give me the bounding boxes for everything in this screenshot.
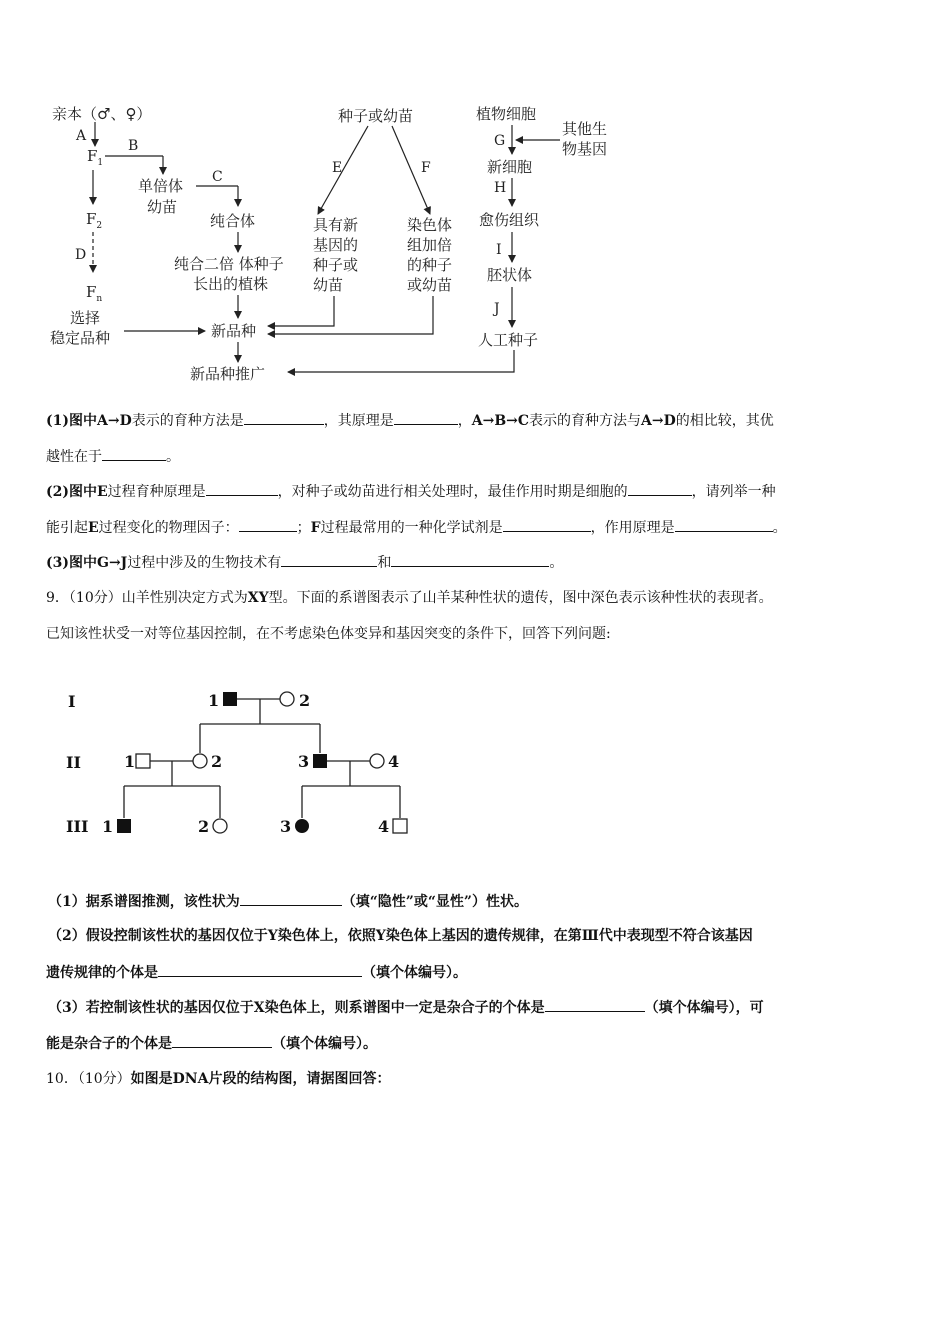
- q9-sub1: （1）据系谱图推测，该性状为 （填“隐性”或“显性”）性状。: [48, 891, 918, 912]
- newgene-label-1: 具有新: [313, 216, 359, 234]
- label-iii3: 3: [280, 817, 292, 836]
- q8-part1-line2: 越性在于 。: [46, 446, 916, 467]
- label-i2: 2: [299, 691, 311, 710]
- breeding-diagram: [0, 0, 950, 400]
- new-variety-label: 新品种: [211, 322, 257, 340]
- newgene-label-2: 基因的: [313, 236, 359, 254]
- fn-label: $F_n$: [86, 283, 103, 304]
- chromo-label-4: 或幼苗: [407, 276, 453, 294]
- letter-i: I: [496, 242, 502, 258]
- other-gene-label-2: 物基因: [562, 140, 608, 158]
- label-i1: 1: [208, 691, 220, 710]
- letter-j: J: [494, 301, 500, 317]
- answer-blank[interactable]: [675, 517, 773, 532]
- seed-top-label: 种子或幼苗: [338, 107, 414, 125]
- label-ii4: 4: [388, 752, 400, 771]
- answer-blank[interactable]: [394, 410, 458, 425]
- haploid-label-2: 幼苗: [147, 198, 178, 216]
- pedigree-chart: [60, 680, 440, 850]
- individual-iii2: [213, 819, 227, 833]
- letter-e: E: [332, 160, 343, 176]
- individual-i2: [280, 692, 294, 706]
- answer-blank[interactable]: [240, 891, 342, 906]
- f1-label: $F_1$: [87, 147, 104, 168]
- q9-sub3-line2: 能是杂合子的个体是 （填个体编号）。: [46, 1033, 916, 1054]
- newgene-label-4: 幼苗: [313, 276, 344, 294]
- select-label-1: 选择: [70, 309, 101, 327]
- individual-ii3: [313, 754, 327, 768]
- answer-blank[interactable]: [281, 552, 377, 567]
- label-iii1: 1: [102, 817, 114, 836]
- newgene-label-3: 种子或: [313, 256, 359, 274]
- letter-h: H: [494, 180, 507, 196]
- q9-sub3-line1: （3）若控制该性状的基因仅位于X染色体上，则系谱图中一定是杂合子的个体是 （填个体编号），可: [48, 997, 918, 1018]
- individual-ii1: [136, 754, 150, 768]
- letter-b: B: [128, 138, 139, 154]
- individual-iii3: [295, 819, 309, 833]
- diploid-label-2: 长出的植株: [193, 275, 269, 293]
- answer-blank[interactable]: [503, 517, 591, 532]
- select-label-2: 稳定品种: [50, 329, 111, 347]
- pure-label: 纯合体: [210, 212, 256, 230]
- chromo-label-1: 染色体: [407, 216, 453, 234]
- parents-label: 亲本（♂、♀）: [52, 105, 152, 123]
- individual-iii1: [117, 819, 131, 833]
- f2-label: $F_2$: [86, 210, 103, 231]
- label-iii2: 2: [198, 817, 210, 836]
- q9-sub2-line2: 遗传规律的个体是 （填个体编号）。: [46, 962, 916, 983]
- gen-label-2: II: [66, 753, 81, 772]
- label-iii4: 4: [378, 817, 390, 836]
- label-ii3: 3: [298, 752, 310, 771]
- callus-label: 愈伤组织: [479, 211, 540, 229]
- q8-part1-line1: (1)图中A→D表示的育种方法是 ，其原理是 ，A→B→C表示的育种方法与A→D的相比较，其优: [46, 410, 916, 431]
- diploid-label-1: 纯合二倍 体种子: [174, 255, 284, 273]
- individual-ii2: [193, 754, 207, 768]
- answer-blank[interactable]: [206, 481, 278, 496]
- q9-sub2-line1: （2）假设控制该性状的基因仅位于Y染色体上，依照Y染色体上基因的遗传规律，在第Ⅲ代中表现型不符合该基因: [48, 928, 753, 944]
- answer-blank[interactable]: [244, 410, 324, 425]
- answer-blank[interactable]: [239, 517, 297, 532]
- q8-part3: (3)图中G→J过程中涉及的生物技术有 和 。: [46, 552, 916, 573]
- q9-intro-line1: 9．（10分）山羊性别决定方式为XY型。下面的系谱图表示了山羊某种性状的遗传，图中深色表示该种性状的表现者。: [46, 590, 773, 606]
- letter-c: C: [212, 169, 223, 185]
- q8-part2-line2: 能引起E过程变化的物理因子： ；F过程最常用的一种化学试剂是 ，作用原理是 。: [46, 517, 916, 538]
- answer-blank[interactable]: [628, 481, 692, 496]
- new-cell-label: 新细胞: [487, 158, 533, 176]
- chromo-label-2: 组加倍: [407, 236, 453, 254]
- label-ii1: 1: [124, 752, 136, 771]
- letter-g: G: [494, 133, 506, 149]
- answer-blank[interactable]: [391, 552, 549, 567]
- promotion-label: 新品种推广: [190, 365, 266, 383]
- chromo-label-3: 的种子: [407, 256, 453, 274]
- letter-d: D: [75, 247, 87, 263]
- gen-label-1: I: [68, 692, 76, 711]
- answer-blank[interactable]: [102, 446, 166, 461]
- individual-iii4: [393, 819, 407, 833]
- embryoid-label: 胚状体: [487, 266, 533, 284]
- individual-ii4: [370, 754, 384, 768]
- q10-intro: 10．（10分）如图是DNA片段的结构图，请据图回答：: [46, 1071, 391, 1087]
- other-gene-label-1: 其他生: [562, 120, 608, 138]
- answer-blank[interactable]: [158, 962, 362, 977]
- answer-blank[interactable]: [172, 1033, 272, 1048]
- haploid-label-1: 单倍体: [138, 177, 184, 195]
- gen-label-3: III: [66, 817, 89, 836]
- artificial-seed-label: 人工种子: [478, 331, 539, 349]
- letter-f: F: [421, 160, 431, 176]
- q9-intro-line2: 已知该性状受一对等位基因控制，在不考虑染色体变异和基因突变的条件下，回答下列问题:: [46, 626, 611, 642]
- answer-blank[interactable]: [545, 997, 645, 1012]
- individual-i1: [223, 692, 237, 706]
- label-ii2: 2: [211, 752, 223, 771]
- letter-a: A: [76, 128, 87, 144]
- q8-part2-line1: (2)图中E过程育种原理是 ，对种子或幼苗进行相关处理时，最佳作用时期是细胞的 ，请列举一种: [46, 481, 916, 502]
- plant-cell-label: 植物细胞: [476, 105, 537, 123]
